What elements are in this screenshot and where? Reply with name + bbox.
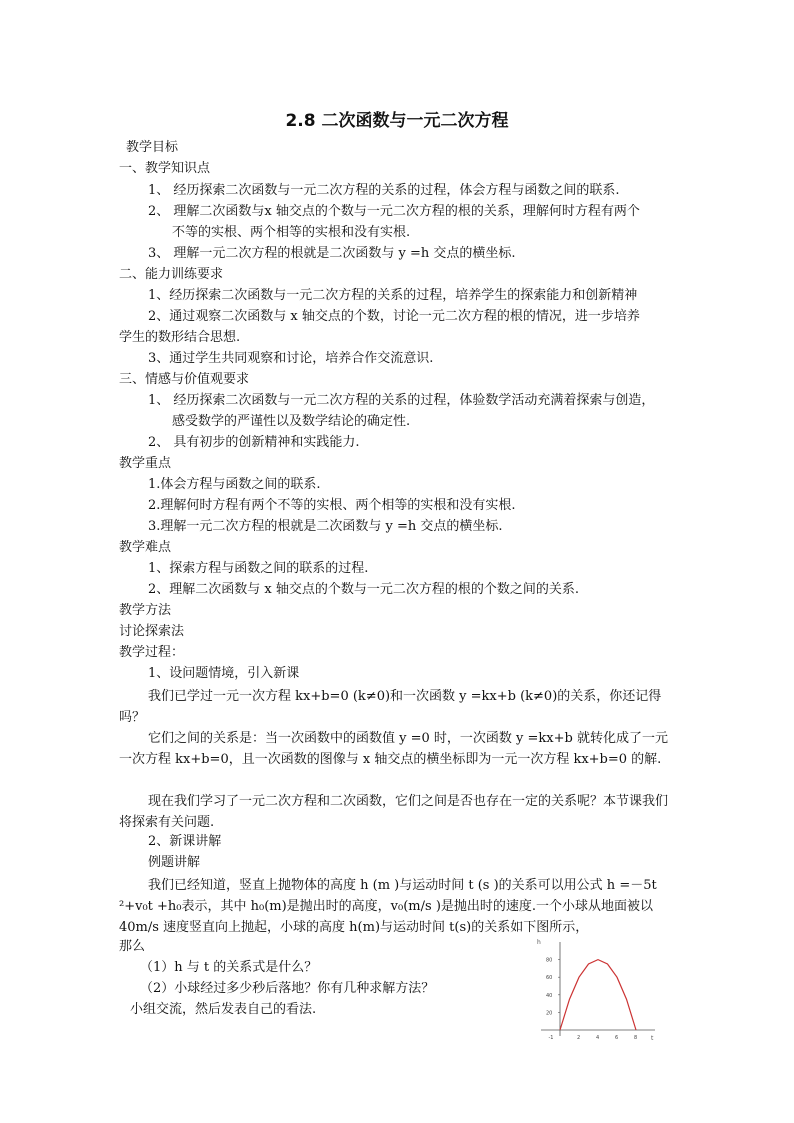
height-time-chart xyxy=(533,934,663,1044)
x-axis-label: t xyxy=(651,1035,654,1042)
section-heading: 一、教学知识点 xyxy=(119,161,211,176)
x-tick-label: 6 xyxy=(615,1035,619,1041)
section-heading: 二、能力训练要求 xyxy=(119,267,224,282)
list-item: 2、 具有初步的创新精神和实践能力. xyxy=(148,435,360,450)
list-item: 1、 经历探索二次函数与一元二次方程的关系的过程，体会方程与函数之间的联系. xyxy=(148,183,620,198)
section-heading: 教学难点 xyxy=(119,540,172,555)
section-heading: 教学过程： xyxy=(119,645,185,660)
question: （1）h 与 t 的关系式是什么？ xyxy=(140,960,318,975)
y-axis-label: h xyxy=(537,939,541,946)
paragraph: 我们已经知道，竖直上抛物体的高度 h (m )与运动时间 t (s )的关系可以用公式 h =－5t ²+v₀t +h₀表示，其中 h₀(m)是抛出时的高度，v₀(m/s )是抛出时的速度.一个小球从地面被以 40m/s 速度竖直向上抛起，小球的高度 h(m)与运动时间 t(s)的关系如下图所示， xyxy=(119,878,657,935)
y-tick-label: 80 xyxy=(546,957,553,964)
x-tick-label: -1 xyxy=(548,1035,554,1041)
step-label: 2、新课讲解 xyxy=(148,834,222,849)
step-label: 1、设问题情境，引入新课 xyxy=(148,666,300,681)
y-tick-label: 40 xyxy=(546,992,553,999)
section-heading: 教学重点 xyxy=(119,456,172,471)
paragraph: 我们已学过一元一次方程 kx+b=0 (k≠0)和一次函数 y =kx+b (k≠0)的关系，你还记得吗？ xyxy=(119,689,662,725)
list-item: 3、通过学生共同观察和讨论，培养合作交流意识. xyxy=(148,351,434,366)
question: （2）小球经过多少秒后落地？你有几种求解方法？ xyxy=(140,981,435,996)
page-title: 2.8 二次函数与一元二次方程 xyxy=(285,111,509,131)
section-heading: 教学方法 xyxy=(119,603,172,618)
x-tick-label: 2 xyxy=(577,1035,581,1041)
closing-text: 小组交流，然后发表自己的看法. xyxy=(130,1002,317,1017)
list-item: 1、经历探索二次函数与一元二次方程的关系的过程，培养学生的探索能力和创新精神 xyxy=(148,288,638,303)
paragraph: 现在我们学习了一元二次方程和二次函数，它们之间是否也存在一定的关系呢？本节课我们将探索有关问题. xyxy=(119,794,669,830)
list-item: 1.体会方程与函数之间的联系. xyxy=(148,477,321,492)
list-item: 2.理解何时方程有两个不等的实根、两个相等的实根和没有实根. xyxy=(148,498,516,513)
y-tick-label: 60 xyxy=(546,975,553,982)
list-item: 3、 理解一元二次方程的根就是二次函数与 y =h 交点的横坐标. xyxy=(148,246,516,261)
list-item-continuation: 学生的数形结合思想. xyxy=(119,330,241,345)
x-tick-label: 4 xyxy=(596,1035,600,1041)
goals-heading: 教学目标 xyxy=(126,140,179,155)
section-heading: 三、情感与价值观要求 xyxy=(119,372,250,387)
paragraph-end: 那么 xyxy=(119,939,146,954)
subheading: 例题讲解 xyxy=(148,855,201,870)
y-tick-label: 20 xyxy=(546,1010,553,1017)
list-item: 2、 理解二次函数与x 轴交点的个数与一元二次方程的根的关系，理解何时方程有两个 xyxy=(148,204,640,219)
paragraph: 它们之间的关系是：当一次函数中的函数值 y =0 时，一次函数 y =kx+b 就转化成了一元一次方程 kx+b=0，且一次函数的图像与 x 轴交点的横坐标即为一元一次方程 kx+b=0 的解. xyxy=(119,731,668,767)
x-tick-label: 8 xyxy=(634,1035,638,1041)
method-value: 讨论探索法 xyxy=(119,624,185,639)
list-item: 2、通过观察二次函数与 x 轴交点的个数，讨论一元二次方程的根的情况，进一步培养 xyxy=(148,309,640,324)
list-item: 2、理解二次函数与 x 轴交点的个数与一元二次方程的根的个数之间的关系. xyxy=(148,582,579,597)
list-item: 3.理解一元二次方程的根就是二次函数与 y =h 交点的横坐标. xyxy=(148,519,503,534)
list-item-continuation: 感受数学的严谨性以及数学结论的确定性. xyxy=(172,414,411,429)
list-item: 1、探索方程与函数之间的联系的过程. xyxy=(148,561,369,576)
parabola-curve xyxy=(560,960,636,1030)
list-item: 1、 经历探索二次函数与一元二次方程的关系的过程，体验数学活动充满着探索与创造， xyxy=(148,393,655,408)
list-item-continuation: 不等的实根、两个相等的实根和没有实根. xyxy=(172,225,411,240)
